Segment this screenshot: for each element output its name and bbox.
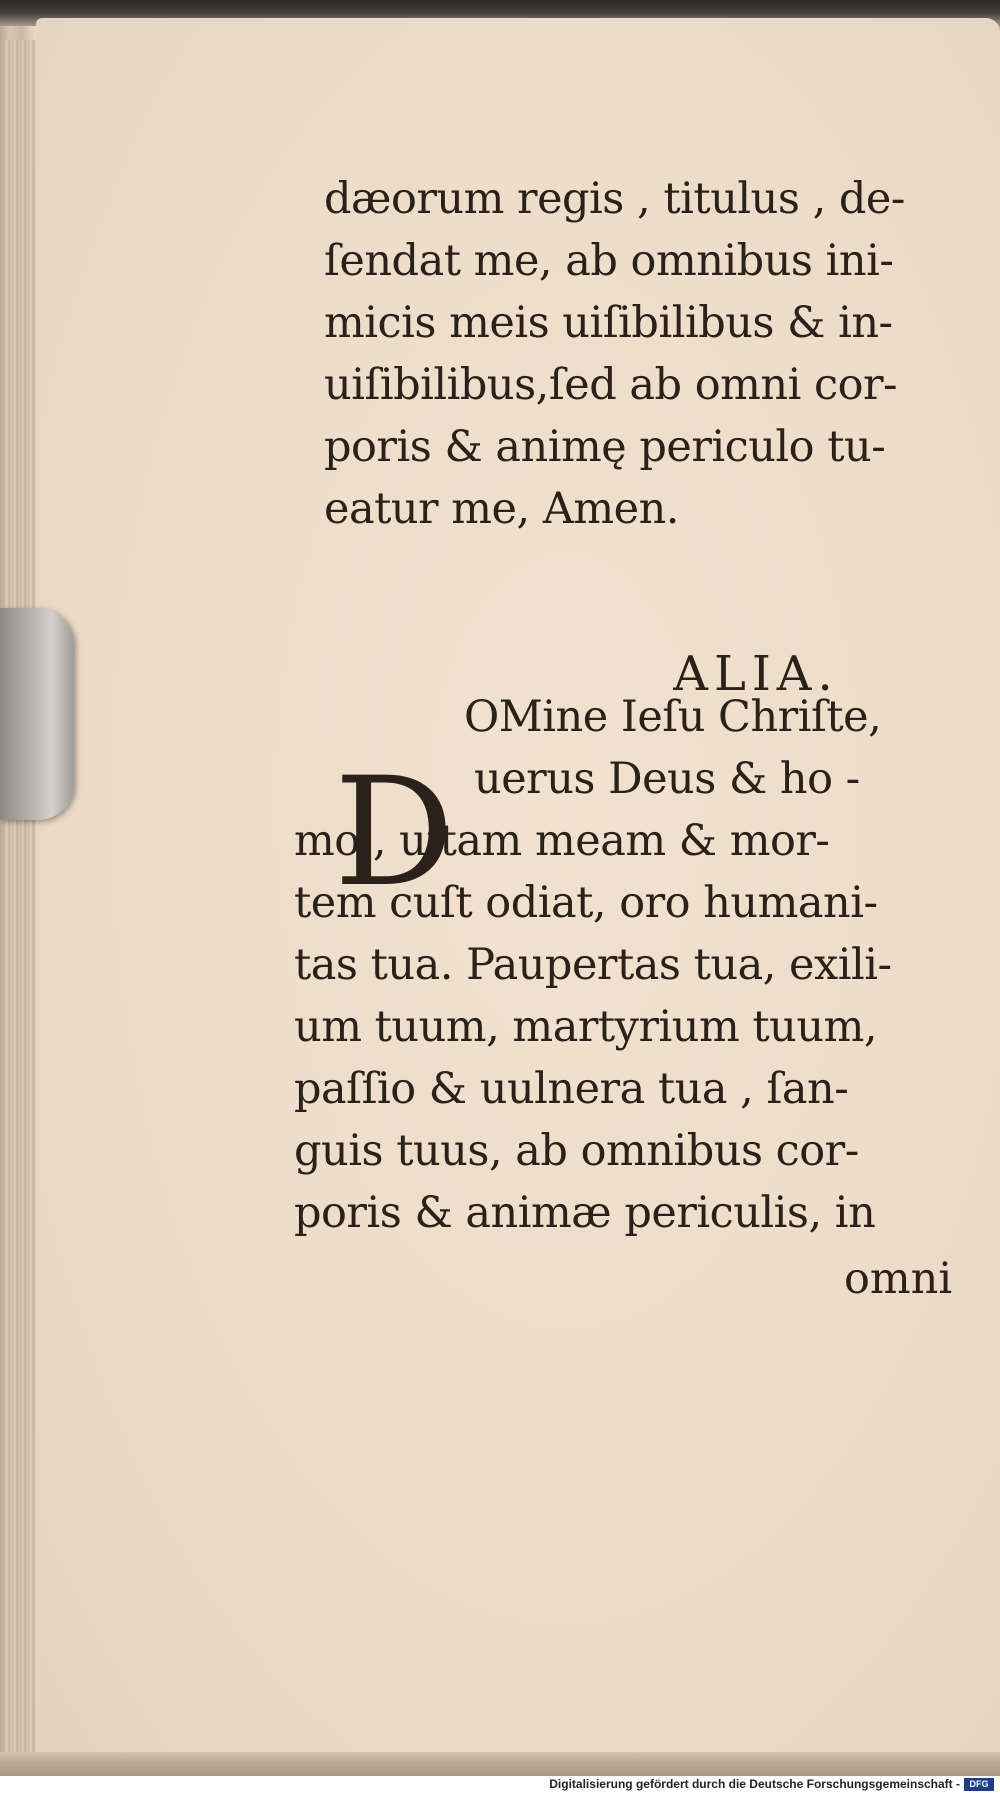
page-clip [0,608,74,820]
book-bottom-edge [0,1752,1000,1776]
funding-notice: Digitalisierung gefördert durch die Deutsche Forschungsgemeinschaft - [549,1777,960,1791]
dfg-logo: DFG [964,1778,994,1791]
text-line: poris & animę periculo tu- [324,422,886,472]
text-line: mo , uitam meam & mor- [294,816,830,866]
catchword: omni [844,1254,953,1304]
text-line: paſſio & uulnera tua , ſan- [294,1064,849,1114]
text-line: uiſibilibus,ſed ab omni cor- [324,360,898,410]
text-line: uerus Deus & ho - [474,754,860,804]
text-line: tem cuſt odiat, oro humani- [294,878,878,928]
drop-capital: D [334,746,455,920]
text-line: micis meis uiſibilibus & in- [324,298,893,348]
text-line: eatur me, Amen. [324,484,679,534]
text-line: ſendat me, ab omnibus ini- [324,236,894,286]
text-line: OMine Ieſu Chriſte, [464,692,882,742]
page-edges [4,40,36,1760]
text-line: um tuum, martyrium tuum, [294,1002,878,1052]
footer-bar [0,1776,1000,1793]
book-page [36,18,1000,1758]
text-line: poris & animæ periculis, in [294,1188,876,1238]
text-line: guis tuus, ab omnibus cor- [294,1126,859,1176]
text-line: tas tua. Paupertas tua, exili- [294,940,892,990]
section-heading: ALIA. [673,646,839,702]
text-line: dæorum regis , titulus , de- [324,174,905,224]
